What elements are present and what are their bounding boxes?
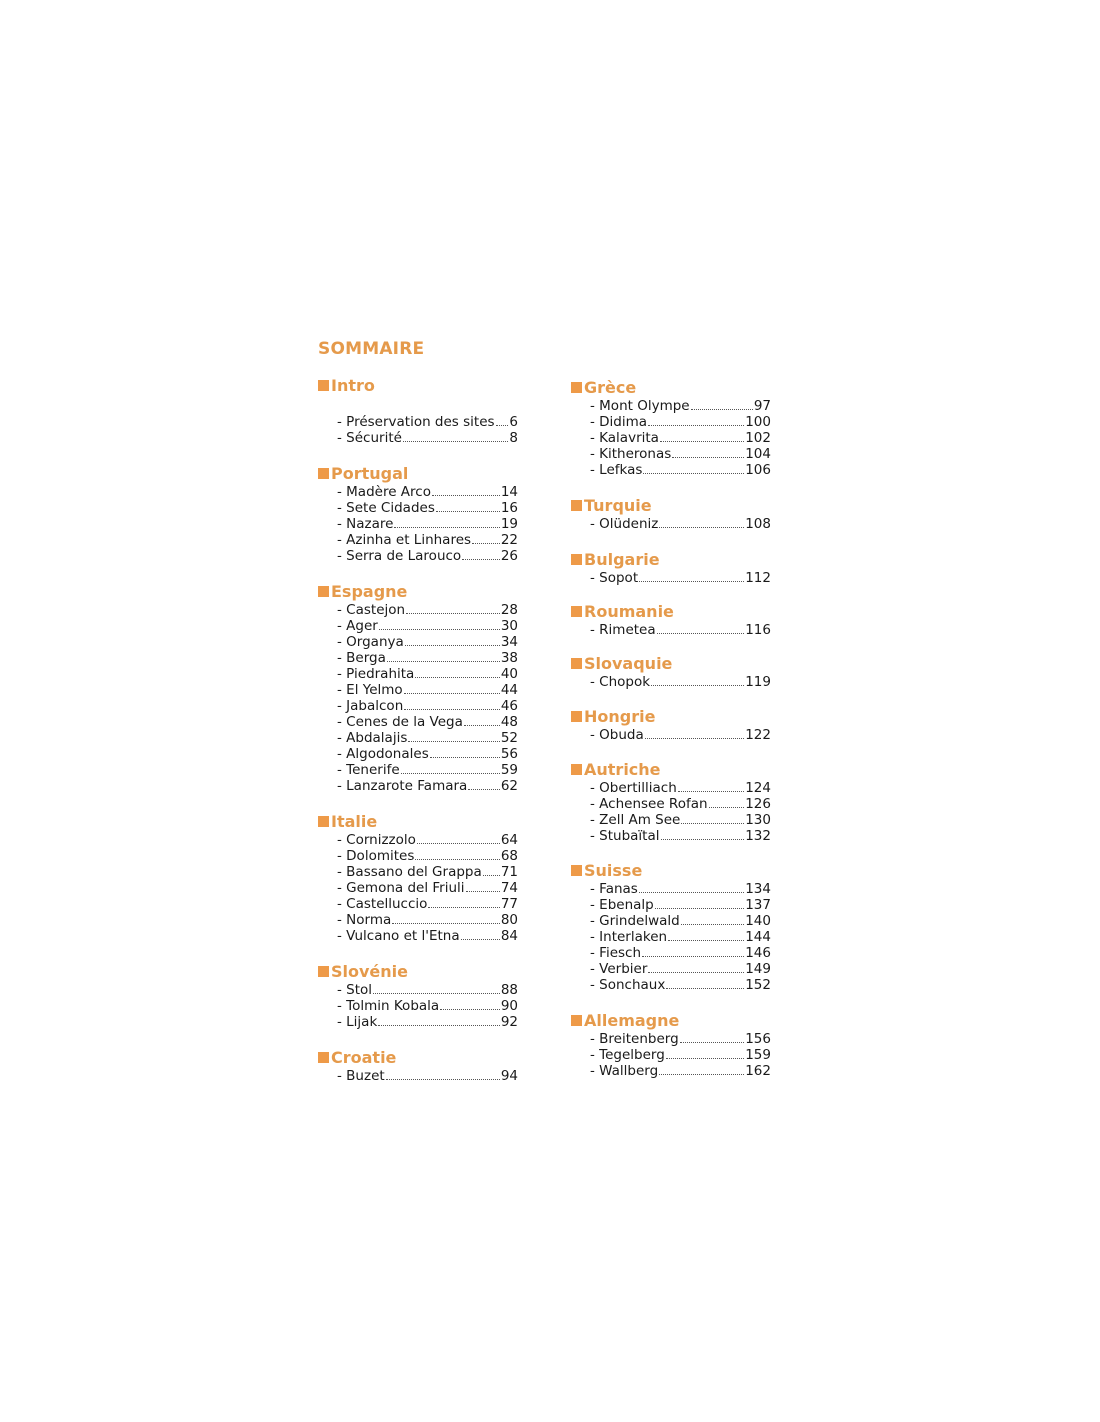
square-bullet-icon (571, 764, 582, 775)
square-bullet-icon (571, 711, 582, 722)
section-heading-label: Croatie (331, 1048, 397, 1067)
toc-entry[interactable] (571, 622, 771, 638)
toc-section-allemagne (571, 1011, 771, 1079)
entry-title: - Castelluccio (337, 896, 428, 912)
dot-leader (464, 725, 500, 726)
toc-section-croatie (318, 1048, 518, 1084)
entry-page-number: 137 (745, 897, 771, 913)
entry-page-number: 88 (500, 982, 518, 998)
toc-right-column (571, 378, 771, 1079)
dot-leader (639, 892, 744, 893)
entry-title: - Tolmin Kobala (337, 998, 440, 1014)
entry-page-number: 8 (509, 430, 518, 446)
dot-leader (655, 908, 745, 909)
toc-entry[interactable] (318, 982, 518, 998)
entry-page-number: 97 (753, 398, 771, 414)
toc-section-hongrie (571, 707, 771, 743)
entry-title: - Préservation des sites (337, 414, 495, 430)
entry-page-number: 104 (745, 446, 771, 462)
entry-page-number: 19 (500, 516, 518, 532)
toc-entry[interactable] (318, 532, 518, 548)
entry-page-number: 64 (500, 832, 518, 848)
entry-page-number: 16 (500, 500, 518, 516)
entry-page-number: 26 (500, 548, 518, 564)
toc-entry[interactable] (571, 961, 771, 977)
dot-leader (466, 891, 500, 892)
toc-entry[interactable] (318, 414, 518, 430)
toc-entry[interactable] (318, 912, 518, 928)
section-heading-label: Espagne (331, 582, 408, 601)
toc-entry[interactable] (318, 832, 518, 848)
toc-entry[interactable] (571, 945, 771, 961)
dot-leader (659, 527, 744, 528)
section-heading-label: Bulgarie (584, 550, 660, 569)
dot-leader (373, 993, 500, 994)
entry-title: - Didima (590, 414, 648, 430)
entry-title: - Vulcano et l'Etna (337, 928, 460, 944)
toc-entry[interactable] (318, 666, 518, 682)
dot-leader (681, 924, 744, 925)
section-heading (571, 602, 771, 622)
section-heading (571, 760, 771, 780)
entry-page-number: 44 (500, 682, 518, 698)
dot-leader (392, 923, 500, 924)
entry-page-number: 77 (500, 896, 518, 912)
entry-title: - Sopot (590, 570, 639, 586)
entry-page-number: 38 (500, 650, 518, 666)
entry-title: - Ebenalp (590, 897, 654, 913)
entry-title: - El Yelmo (337, 682, 403, 698)
dot-leader (691, 409, 753, 410)
entry-page-number: 152 (745, 977, 771, 993)
toc-entry[interactable] (318, 548, 518, 564)
toc-entry[interactable] (571, 881, 771, 897)
entry-title: - Buzet (337, 1068, 385, 1084)
entry-page-number: 80 (500, 912, 518, 928)
entry-page-number: 34 (500, 634, 518, 650)
entry-title: - Cenes de la Vega (337, 714, 463, 730)
section-heading (318, 464, 518, 484)
dot-leader (415, 677, 499, 678)
dot-leader (432, 495, 500, 496)
toc-section-slovenie (318, 962, 518, 1030)
entry-title: - Norma (337, 912, 392, 928)
square-bullet-icon (571, 382, 582, 393)
dot-leader (417, 843, 500, 844)
toc-entry[interactable] (571, 430, 771, 446)
entry-title: - Lanzarote Famara (337, 778, 468, 794)
toc-entry[interactable] (318, 1068, 518, 1084)
toc-entry[interactable] (318, 778, 518, 794)
square-bullet-icon (318, 966, 329, 977)
toc-entry[interactable] (571, 812, 771, 828)
section-heading-label: Slovaquie (584, 654, 673, 673)
entry-page-number: 112 (745, 570, 771, 586)
dot-leader (404, 693, 500, 694)
dot-leader (657, 633, 745, 634)
dot-leader (468, 789, 499, 790)
toc-entry[interactable] (318, 998, 518, 1014)
section-heading (318, 962, 518, 982)
section-heading-label: Italie (331, 812, 378, 831)
entry-title: - Interlaken (590, 929, 668, 945)
toc-entry[interactable] (571, 1047, 771, 1063)
entry-page-number: 48 (500, 714, 518, 730)
toc-entry[interactable] (318, 848, 518, 864)
square-bullet-icon (571, 1015, 582, 1026)
toc-entry[interactable] (571, 780, 771, 796)
dot-leader (496, 425, 509, 426)
dot-leader (680, 1042, 745, 1043)
toc-left-column (318, 376, 518, 1084)
toc-section-roumanie (571, 602, 771, 638)
section-heading (318, 812, 518, 832)
dot-leader (672, 457, 744, 458)
toc-entry[interactable] (318, 516, 518, 532)
dot-leader (483, 875, 500, 876)
entry-page-number: 126 (745, 796, 771, 812)
entry-title: - Sete Cidades (337, 500, 435, 516)
dot-leader (415, 859, 499, 860)
toc-entry[interactable] (318, 698, 518, 714)
section-heading-label: Allemagne (584, 1011, 680, 1030)
square-bullet-icon (571, 554, 582, 565)
page-title: SOMMAIRE (318, 339, 425, 359)
toc-entry[interactable] (571, 674, 771, 690)
dot-leader (709, 807, 745, 808)
dot-leader (668, 940, 744, 941)
entry-page-number: 92 (500, 1014, 518, 1030)
toc-entry[interactable] (318, 762, 518, 778)
dot-leader (659, 1074, 744, 1075)
dot-leader (401, 773, 500, 774)
entry-page-number: 162 (745, 1063, 771, 1079)
entry-page-number: 74 (500, 880, 518, 896)
dot-leader (403, 441, 508, 442)
entry-title: - Verbier (590, 961, 648, 977)
entry-title: - Wallberg (590, 1063, 659, 1079)
toc-section-espagne (318, 582, 518, 794)
section-heading (571, 378, 771, 398)
section-heading-label: Portugal (331, 464, 409, 483)
toc-entry[interactable] (318, 430, 518, 446)
section-heading-label: Autriche (584, 760, 661, 779)
section-heading-label: Intro (331, 376, 375, 395)
section-heading (571, 1011, 771, 1031)
entry-title: - Chopok (590, 674, 651, 690)
entry-page-number: 22 (500, 532, 518, 548)
entry-title: - Lefkas (590, 462, 643, 478)
entry-title: - Obuda (590, 727, 644, 743)
dot-leader (394, 527, 499, 528)
section-heading-label: Hongrie (584, 707, 656, 726)
dot-leader (428, 907, 499, 908)
toc-entry[interactable] (318, 650, 518, 666)
toc-entry[interactable] (571, 796, 771, 812)
section-heading (571, 550, 771, 570)
entry-title: - Fiesch (590, 945, 642, 961)
entry-page-number: 68 (500, 848, 518, 864)
entry-page-number: 46 (500, 698, 518, 714)
entry-title: - Sécurité (337, 430, 402, 446)
entry-page-number: 90 (500, 998, 518, 1014)
entry-page-number: 108 (745, 516, 771, 532)
entry-title: - Rimetea (590, 622, 656, 638)
entry-page-number: 62 (500, 778, 518, 794)
entry-title: - Tegelberg (590, 1047, 665, 1063)
square-bullet-icon (318, 586, 329, 597)
entry-page-number: 52 (500, 730, 518, 746)
dot-leader (651, 685, 744, 686)
entry-title: - Algodonales (337, 746, 429, 762)
section-heading-label: Turquie (584, 496, 652, 515)
square-bullet-icon (571, 500, 582, 511)
entry-page-number: 119 (745, 674, 771, 690)
toc-entry[interactable] (571, 897, 771, 913)
entry-title: - Lijak (337, 1014, 378, 1030)
section-heading (571, 654, 771, 674)
toc-section-slovaquie (571, 654, 771, 690)
dot-leader (660, 441, 744, 442)
dot-leader (648, 425, 744, 426)
entry-title: - Grindelwald (590, 913, 680, 929)
toc-entry[interactable] (571, 727, 771, 743)
entry-page-number: 144 (745, 929, 771, 945)
section-heading-label: Roumanie (584, 602, 674, 621)
entry-title: - Gemona del Friuli (337, 880, 465, 896)
dot-leader (462, 559, 500, 560)
toc-section-turquie (571, 496, 771, 532)
toc-entry[interactable] (318, 618, 518, 634)
entry-title: - Achensee Rofan (590, 796, 708, 812)
toc-section-suisse (571, 861, 771, 993)
toc-entry[interactable] (571, 828, 771, 844)
entry-page-number: 122 (745, 727, 771, 743)
toc-section-intro (318, 376, 518, 446)
square-bullet-icon (571, 658, 582, 669)
entry-page-number: 100 (745, 414, 771, 430)
entry-page-number: 28 (500, 602, 518, 618)
dot-leader (461, 939, 500, 940)
section-heading (571, 707, 771, 727)
dot-leader (472, 543, 500, 544)
toc-entry[interactable] (571, 1031, 771, 1047)
dot-leader (645, 738, 744, 739)
toc-entry[interactable] (571, 913, 771, 929)
toc-entry[interactable] (318, 634, 518, 650)
entry-title: - Azinha et Linhares (337, 532, 472, 548)
entry-title: - Organya (337, 634, 404, 650)
entry-page-number: 130 (745, 812, 771, 828)
dot-leader (430, 757, 500, 758)
entry-title: - Cornizzolo (337, 832, 416, 848)
toc-entry[interactable] (318, 746, 518, 762)
dot-leader (406, 613, 500, 614)
entry-title: - Abdalajis (337, 730, 408, 746)
dot-leader (666, 988, 744, 989)
toc-entry[interactable] (318, 500, 518, 516)
toc-entry[interactable] (571, 516, 771, 532)
toc-entry[interactable] (571, 1063, 771, 1079)
toc-entry[interactable] (318, 896, 518, 912)
entry-page-number: 124 (745, 780, 771, 796)
entry-title: - Bassano del Grappa (337, 864, 482, 880)
toc-entry[interactable] (571, 414, 771, 430)
toc-entry[interactable] (318, 864, 518, 880)
dot-leader (642, 956, 744, 957)
toc-entry[interactable] (318, 682, 518, 698)
entry-title: - Serra de Larouco (337, 548, 462, 564)
entry-title: - Kalavrita (590, 430, 659, 446)
section-heading (318, 376, 518, 396)
square-bullet-icon (318, 380, 329, 391)
entry-title: - Olüdeniz (590, 516, 659, 532)
dot-leader (681, 823, 744, 824)
toc-section-portugal (318, 464, 518, 564)
dot-leader (639, 581, 744, 582)
dot-leader (405, 645, 500, 646)
dot-leader (648, 972, 744, 973)
section-heading (318, 582, 518, 602)
square-bullet-icon (571, 606, 582, 617)
toc-section-bulgarie (571, 550, 771, 586)
entry-page-number: 59 (500, 762, 518, 778)
toc-entry[interactable] (318, 714, 518, 730)
entry-page-number: 116 (745, 622, 771, 638)
toc-section-grece (571, 378, 771, 478)
square-bullet-icon (571, 865, 582, 876)
entry-title: - Berga (337, 650, 386, 666)
entry-title: - Ager (337, 618, 378, 634)
section-heading-label: Suisse (584, 861, 643, 880)
entry-title: - Madère Arco (337, 484, 431, 500)
toc-entry[interactable] (571, 446, 771, 462)
square-bullet-icon (318, 1052, 329, 1063)
entry-page-number: 84 (500, 928, 518, 944)
entry-page-number: 94 (500, 1068, 518, 1084)
dot-leader (440, 1009, 500, 1010)
toc-entry[interactable] (571, 398, 771, 414)
entry-page-number: 149 (745, 961, 771, 977)
entry-title: - Sonchaux (590, 977, 666, 993)
entry-page-number: 40 (500, 666, 518, 682)
entry-title: - Piedrahita (337, 666, 415, 682)
entry-title: - Stol (337, 982, 373, 998)
toc-entry[interactable] (318, 484, 518, 500)
dot-leader (387, 661, 500, 662)
entry-page-number: 30 (500, 618, 518, 634)
section-heading-label: Slovénie (331, 962, 409, 981)
entry-page-number: 6 (509, 414, 518, 430)
toc-entry[interactable] (318, 880, 518, 896)
dot-leader (379, 629, 500, 630)
entry-title: - Castejon (337, 602, 406, 618)
entry-page-number: 134 (745, 881, 771, 897)
entry-page-number: 146 (745, 945, 771, 961)
entry-title: - Kitheronas (590, 446, 672, 462)
entry-page-number: 56 (500, 746, 518, 762)
section-heading-label: Grèce (584, 378, 637, 397)
entry-title: - Breitenberg (590, 1031, 679, 1047)
toc-entry[interactable] (571, 570, 771, 586)
toc-entry[interactable] (571, 929, 771, 945)
dot-leader (378, 1025, 500, 1026)
dot-leader (404, 709, 500, 710)
toc-entry[interactable] (318, 602, 518, 618)
dot-leader (678, 791, 744, 792)
section-heading (571, 496, 771, 516)
entry-page-number: 132 (745, 828, 771, 844)
entry-page-number: 71 (500, 864, 518, 880)
dot-leader (643, 473, 744, 474)
toc-section-autriche (571, 760, 771, 844)
dot-leader (661, 839, 745, 840)
entry-title: - Zell Am See (590, 812, 681, 828)
dot-leader (408, 741, 499, 742)
entry-page-number: 156 (745, 1031, 771, 1047)
entry-title: - Fanas (590, 881, 638, 897)
entry-title: - Nazare (337, 516, 394, 532)
entry-page-number: 14 (500, 484, 518, 500)
toc-section-italie (318, 812, 518, 944)
square-bullet-icon (318, 816, 329, 827)
dot-leader (386, 1079, 500, 1080)
toc-entry[interactable] (318, 1014, 518, 1030)
entry-page-number: 159 (745, 1047, 771, 1063)
square-bullet-icon (318, 468, 329, 479)
entry-page-number: 102 (745, 430, 771, 446)
dot-leader (666, 1058, 744, 1059)
entry-page-number: 106 (745, 462, 771, 478)
toc-entry[interactable] (318, 928, 518, 944)
entry-title: - Dolomites (337, 848, 415, 864)
entry-title: - Jabalcon (337, 698, 404, 714)
toc-entry[interactable] (571, 977, 771, 993)
dot-leader (436, 511, 500, 512)
toc-entry[interactable] (571, 462, 771, 478)
section-heading (571, 861, 771, 881)
entry-page-number: 140 (745, 913, 771, 929)
entry-title: - Mont Olympe (590, 398, 690, 414)
entry-title: - Tenerife (337, 762, 400, 778)
entry-title: - Stubaïtal (590, 828, 660, 844)
entry-title: - Obertilliach (590, 780, 677, 796)
section-heading (318, 1048, 518, 1068)
toc-entry[interactable] (318, 730, 518, 746)
